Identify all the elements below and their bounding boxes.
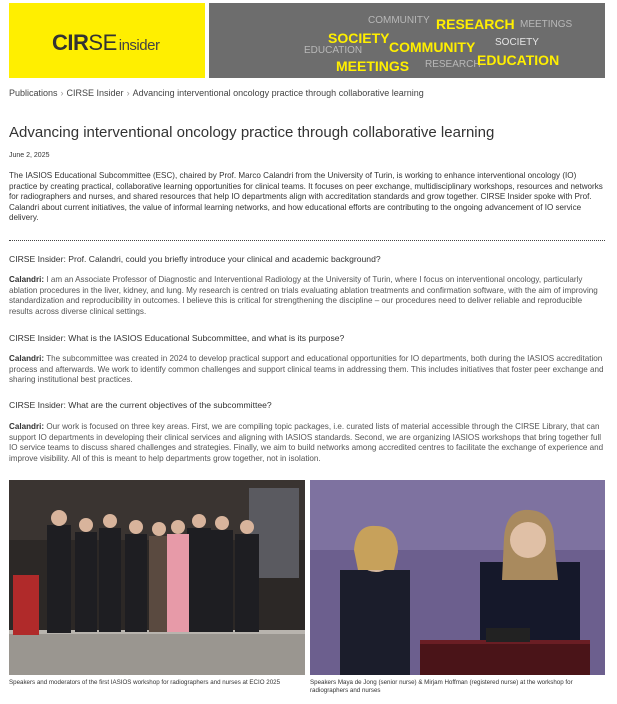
- cloud-word: RESEARCH: [425, 59, 481, 70]
- logo-text: [52, 30, 159, 56]
- speakers-podium-photo: [310, 480, 605, 675]
- article-date: June 2, 2025: [9, 152, 50, 159]
- photo-caption: Speakers Maya de Jong (senior nurse) & Mirjam Hoffman (registered nurse) at the workshop for radiographers and nurses: [310, 679, 573, 694]
- chevron-right-icon: ›: [60, 88, 64, 98]
- answer-speaker: Calandri:: [9, 422, 45, 431]
- cloud-word: MEETINGS: [336, 58, 410, 74]
- interview-answer: [9, 422, 605, 464]
- cloud-word: SOCIETY: [328, 30, 390, 46]
- answer-text: Our work is focused on three key areas. First, we are compiling topic packages, i.e. curated lists of material accessible through the CIRSE Library, that can support IO departments in developing their clinical services and aligning with IASIOS standards. Second, we are organizing IASIOS workshops that bring together full IO service teams to discuss shared challenges and strategies. Finally, we aim to build networks among accredited centres to facilitate the exchange of experience and improve visibility. All of this is meant to help departments grow together, not in isolation.: [9, 422, 604, 463]
- cloud-word: MEETINGS: [520, 19, 573, 30]
- cloud-word: COMMUNITY: [389, 39, 476, 55]
- photo-caption: Speakers and moderators of the first IASIOS workshop for radiographers and nurses at ECIO 2025: [9, 679, 281, 686]
- workshop-group-photo: [9, 480, 305, 675]
- interview-question: CIRSE Insider: What is the IASIOS Educational Subcommittee, and what is its purpose?: [9, 333, 345, 343]
- chevron-right-icon: ›: [126, 88, 130, 98]
- logo-cir: CIR: [52, 30, 89, 55]
- answer-speaker: Calandri:: [9, 354, 45, 363]
- cloud-word: SOCIETY: [495, 37, 539, 48]
- cloud-word: COMMUNITY: [368, 15, 430, 26]
- section-divider: [9, 240, 605, 241]
- interview-question: CIRSE Insider: Prof. Calandri, could you briefly introduce your clinical and academic background?: [9, 254, 381, 264]
- breadcrumb-publications[interactable]: Publications: [9, 88, 58, 98]
- cloud-word: EDUCATION: [477, 52, 560, 68]
- interview-answer: [9, 354, 605, 386]
- answer-text: The subcommittee was created in 2024 to develop practical support and educational opportunities for IO departments, both during the IASIOS accreditation process and afterwards. We work to identify common challenges and support clinical teams in addressing them. This includes initiatives that foster peer exchange and sharing institutional best practices.: [9, 354, 604, 385]
- cloud-word: RESEARCH: [436, 16, 515, 32]
- interview-question: CIRSE Insider: What are the current objectives of the subcommittee?: [9, 400, 272, 410]
- article-intro: The IASIOS Educational Subcommittee (ESC), chaired by Prof. Marco Calandri from the University of Turin, is working to enhance interventional oncology (IO) practice by creating practical, collaborative learning opportunities for clinical teams. It focuses on peer exchange, multidisciplinary workshops, resources and networks for radiographers and nurses, and shared resources that help IO departments align with accreditation standards and grow together. CIRSE Insider spoke with Prof. Calandri about current initiatives, the value of informal learning networks, and how educational efforts are contributing to the ongoing advancement of IO service delivery.: [9, 171, 603, 223]
- breadcrumb: [9, 88, 424, 98]
- interview-answer: [9, 275, 605, 317]
- cloud-word: EDUCATION: [304, 45, 363, 56]
- answer-text: I am an Associate Professor of Diagnostic and Interventional Radiology at the University of Turin, where I focus on interventional oncology, particularly ablation procedures in the liver, kidney, and lung. My research is centred on trials evaluating ablation treatments and confirmation software, with the aim of improving standardization and reproducibility in outcomes. I believe this is critical for strengthening the discipline – our procedures need to deliver reliable and reproducible results across diverse clinical settings.: [9, 275, 598, 316]
- logo-insider: insider: [118, 37, 160, 54]
- breadcrumb-cirse-insider[interactable]: CIRSE Insider: [66, 88, 124, 98]
- site-header: [9, 3, 605, 78]
- header-word-cloud: [209, 3, 605, 78]
- article-title: Advancing interventional oncology practice through collaborative learning: [9, 124, 495, 141]
- answer-speaker: Calandri:: [9, 275, 45, 284]
- logo-se: SE: [88, 30, 117, 55]
- breadcrumb-current: Advancing interventional oncology practice through collaborative learning: [132, 88, 424, 98]
- cirse-insider-logo[interactable]: [9, 3, 205, 78]
